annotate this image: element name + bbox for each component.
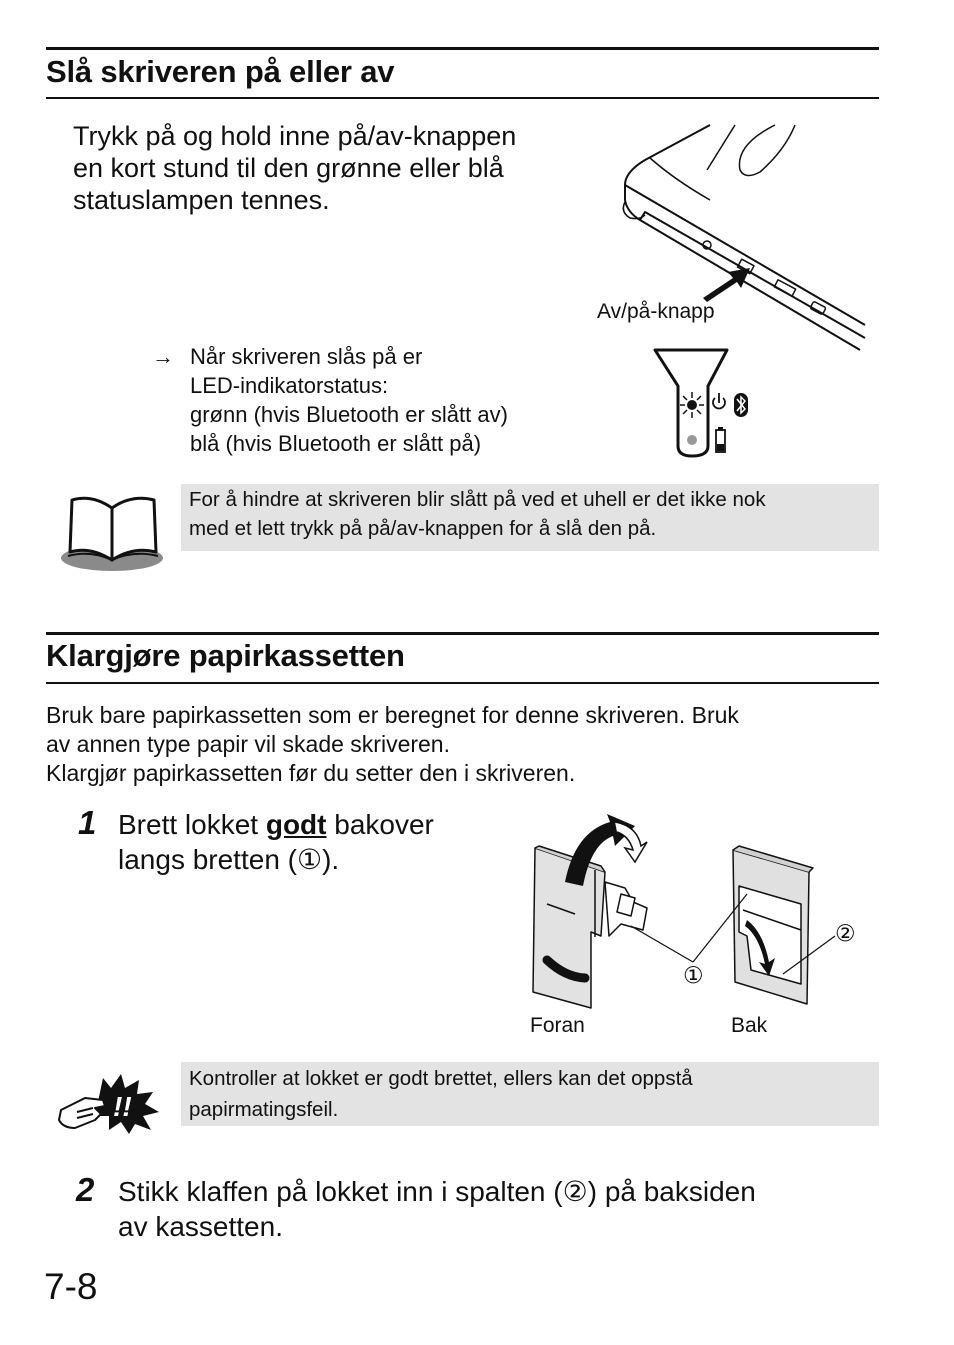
para-line: Bruk bare papirkassetten som er beregnet for denne skriveren. Bruk <box>46 702 739 728</box>
section-heading-power: Slå skriveren på eller av <box>46 54 395 89</box>
label-front: Foran <box>530 1014 585 1037</box>
step-number: 2 <box>76 1171 95 1208</box>
note-line: For å hindre at skriveren blir slått på ved et uhell er det ikke nok <box>189 488 766 511</box>
step-1-line2: langs bretten (①). <box>118 844 340 875</box>
step-1-pre: Brett lokket <box>118 809 266 840</box>
step-number: 1 <box>78 804 97 841</box>
intro-line: statuslampen tennes. <box>73 185 330 215</box>
caution-line: papirmatingsfeil. <box>189 1098 339 1121</box>
led-lit-icon <box>687 400 697 410</box>
step-2-line2: av kassetten. <box>118 1211 283 1242</box>
heading-rule-bottom <box>46 97 879 99</box>
caution-box <box>181 1062 879 1126</box>
cassette-intro <box>46 701 886 788</box>
bullet-line: LED-indikatorstatus: <box>190 373 389 398</box>
step-1-post: bakover <box>326 809 434 840</box>
callout-2: ② <box>835 920 856 946</box>
bullet-line: Når skriveren slås på er <box>190 344 423 369</box>
caution-hand-icon <box>55 1072 165 1136</box>
para-line: Klargjør papirkassetten før du setter den i skriveren. <box>46 760 576 786</box>
intro-line: Trykk på og hold inne på/av-knappen <box>73 121 517 151</box>
intro-text <box>73 120 603 216</box>
heading-rule-top <box>46 632 879 635</box>
caution-line: Kontroller at lokket er godt brettet, ellers kan det oppstå <box>189 1067 693 1090</box>
step-2-line1: Stikk klaffen på lokket inn i spalten (②) på baksiden <box>118 1176 756 1207</box>
heading-rule-top <box>46 47 879 50</box>
power-symbol-icon <box>713 393 725 408</box>
note-book-icon <box>60 490 166 576</box>
note-line: med et lett trykk på på/av-knappen for å slå den på. <box>189 517 657 540</box>
page-number: 7-8 <box>44 1266 98 1307</box>
bluetooth-icon <box>734 393 748 417</box>
callout-1: ① <box>683 962 704 988</box>
bullet-line: grønn (hvis Bluetooth er slått av) <box>190 402 508 427</box>
section-heading-cassette: Klargjøre papirkassetten <box>46 638 405 673</box>
press-arrow-icon <box>703 268 750 302</box>
led-off-icon <box>687 435 697 445</box>
step-1-emphasis: godt <box>265 809 327 840</box>
power-button-label: Av/på-knapp <box>597 300 715 323</box>
heading-rule-bottom <box>46 682 879 684</box>
para-line: av annen type papir vil skade skriveren. <box>46 731 450 757</box>
label-back: Bak <box>731 1014 768 1037</box>
right-arrow-icon: → <box>152 344 174 369</box>
note-box <box>181 484 879 551</box>
step-2-text <box>118 1174 756 1244</box>
battery-icon <box>716 427 725 452</box>
led-status-bullet <box>152 342 508 458</box>
svg-text:!!: !! <box>113 1091 132 1122</box>
led-indicator-illustration <box>650 346 760 462</box>
cassette-front <box>533 846 647 1008</box>
bullet-line: blå (hvis Bluetooth er slått på) <box>190 431 482 456</box>
intro-line: en kort stund til den grønne eller blå <box>73 153 504 183</box>
step-1-text <box>118 807 434 877</box>
cassette-back <box>733 846 813 1004</box>
